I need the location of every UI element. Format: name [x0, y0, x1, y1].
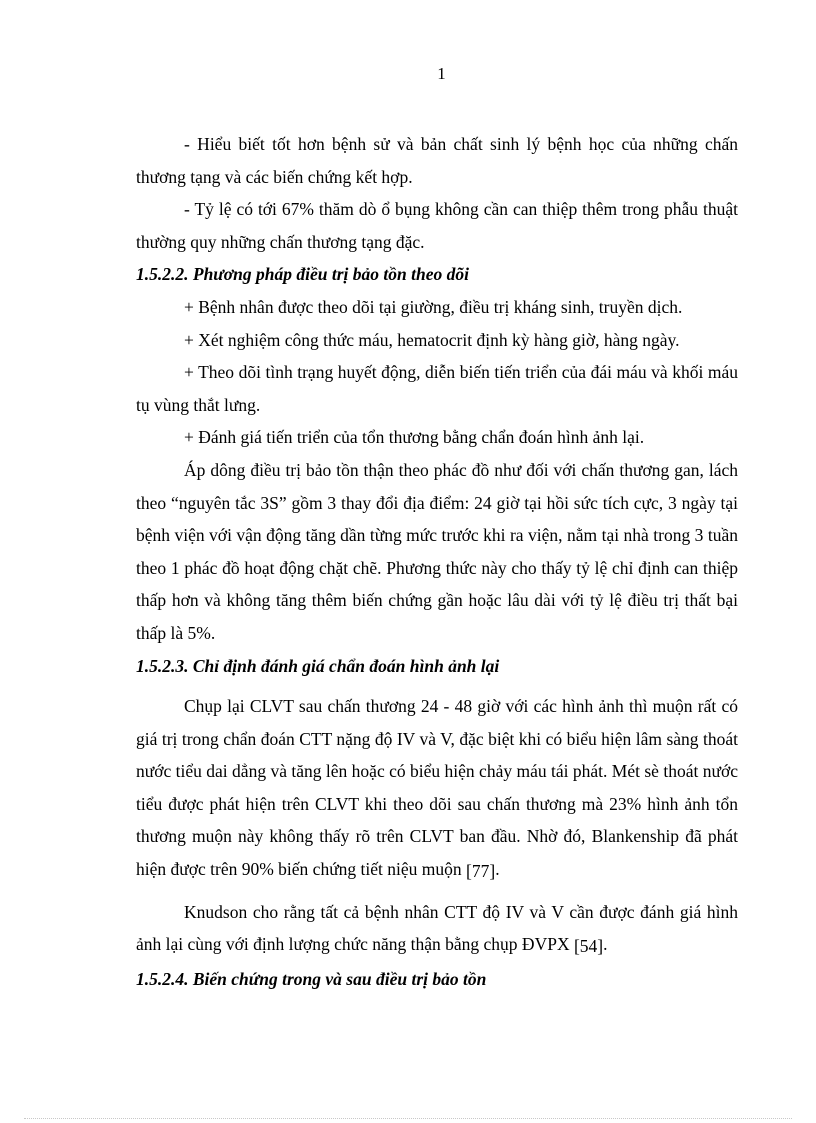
list-item-bed-monitoring: + Bệnh nhân được theo dõi tại giường, điều trị kháng sinh, truyền dịch. [184, 296, 683, 317]
paragraph-3s-principle: Áp dông điều trị bảo tồn thận theo phác đồ như đối với chấn thương gan, lách theo “nguyên tắc 3S” gồm 3 thay đổi địa điểm: 24 giờ tại hồi sức tích cực, 3 ngày tại bệnh viện với vận động tăng dần từng mức trước khi ra viện, nằm tại nhà trong 3 tuần theo 1 phác đồ hoạt động chặt chẽ. Phương thức này cho thấy tỷ lệ chỉ định can thiệp thấp hơn và không tăng thêm biến chứng gần hoặc lâu dài với tỷ lệ điều trị thất bại thấp là 5%. [136, 459, 738, 643]
citation-77: [77] [466, 861, 496, 882]
paragraph-knudson [136, 896, 738, 963]
citation-54: [54] [573, 936, 604, 957]
section-heading-conservative-treatment: 1.5.2.2. Phương pháp điều trị bảo tồn theo dõi [136, 264, 469, 285]
paragraph-knudson-text: Knudson cho rằng tất cả bệnh nhân CTT độ IV và V cần được đánh giá hình ảnh lại cùng với định lượng chức năng thận bằng chụp ĐVPX [136, 901, 738, 955]
list-item-hemodynamics: + Theo dõi tình trạng huyết động, diễn biến tiến triển của đái máu và khối máu tụ vùng thắt lưng. [136, 362, 738, 415]
page-bottom-divider [24, 1118, 792, 1119]
document-body [136, 128, 738, 995]
section-heading-reimaging-indication: 1.5.2.3. Chỉ định đánh giá chẩn đoán hình ảnh lại [136, 655, 500, 676]
list-item-imaging-evaluation: + Đánh giá tiến triển của tổn thương bằng chẩn đoán hình ảnh lại. [184, 427, 645, 448]
paragraph-ct-rescan-text: Chụp lại CLVT sau chấn thương 24 - 48 giờ với các hình ảnh thì muộn rất có giá trị trong chẩn đoán CTT nặng độ IV và V, đặc biệt khi có biểu hiện lâm sàng thoát nước tiểu dai dẳng và tăng lên hoặc có biểu hiện chảy máu tái phát. Mét sè thoát nước tiểu được phát hiện trên CLVT khi theo dõi sau chấn thương mà 23% hình ảnh tổn thương muộn này không thấy rõ trên CLVT ban đầu. Nhờ đó, Blankenship đã phát hiện được trên 90% biến chứng tiết niệu muộn [136, 696, 738, 880]
page-number: 1 [437, 64, 446, 83]
paragraph-exploration-rate: - Tỷ lệ có tới 67% thăm dò ổ bụng không cần can thiệp thêm trong phẫu thuật thường quy những chấn thương tạng đặc. [136, 199, 738, 252]
paragraph-understanding: - Hiểu biết tốt hơn bệnh sử và bản chất sinh lý bệnh học của những chấn thương tạng và các biến chứng kết hợp. [136, 134, 738, 187]
paragraph-ct-rescan [136, 690, 738, 888]
paragraph-ct-rescan-end: . [495, 859, 500, 880]
list-item-blood-tests: + Xét nghiệm công thức máu, hematocrit định kỳ hàng giờ, hàng ngày. [184, 329, 680, 350]
paragraph-knudson-end: . [603, 934, 608, 955]
section-heading-complications: 1.5.2.4. Biến chứng trong và sau điều trị bảo tồn [136, 968, 487, 989]
